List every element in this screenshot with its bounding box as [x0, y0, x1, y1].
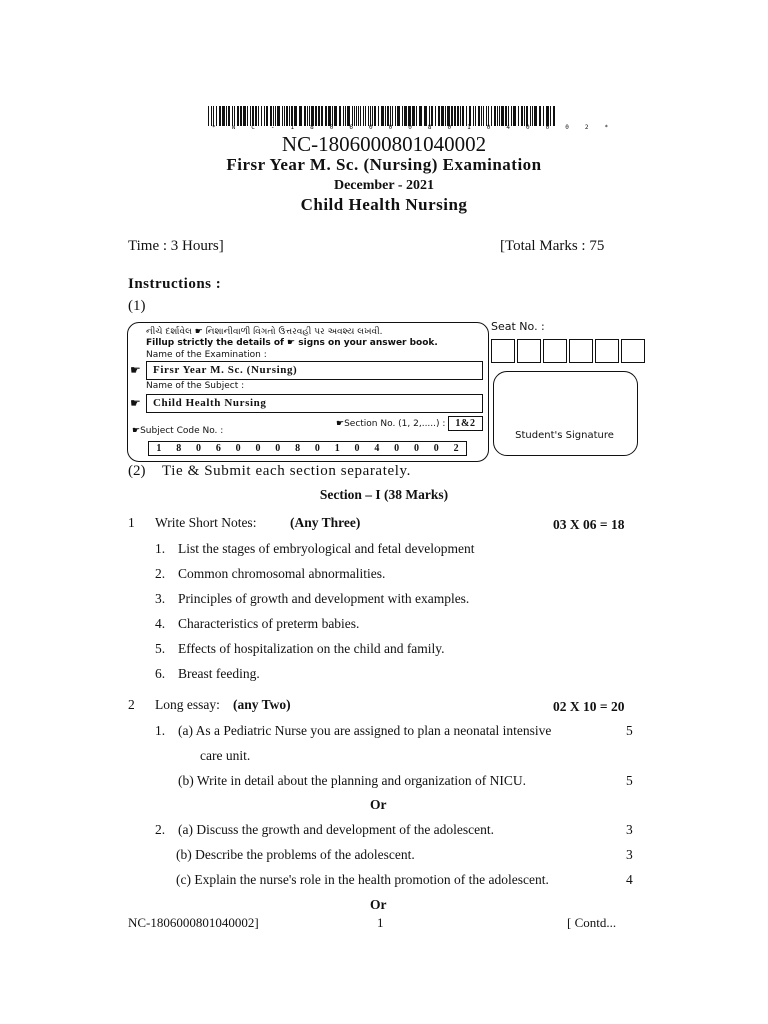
barcode-bar	[286, 106, 288, 126]
seat-digit-box	[491, 339, 515, 363]
barcode-bar	[358, 106, 359, 126]
option-2c-marks: 4	[626, 872, 633, 887]
barcode-bar	[381, 106, 384, 126]
question-2-number: 2	[128, 697, 135, 712]
barcode-bar	[284, 106, 285, 126]
exam-date: December - 2021	[333, 178, 435, 193]
barcode-bar	[352, 106, 353, 126]
barcode-bar	[368, 106, 369, 126]
barcode-bar	[264, 106, 265, 126]
barcode-bar	[532, 106, 533, 126]
barcode-bar	[275, 106, 276, 126]
total-marks: [Total Marks : 75	[500, 238, 605, 254]
barcode-bar	[354, 106, 355, 126]
barcode-bar	[270, 106, 272, 126]
document-code: NC-1806000801040002	[281, 132, 487, 156]
barcode-bar	[328, 106, 331, 126]
barcode-bar	[339, 106, 341, 126]
barcode-bar	[309, 106, 310, 126]
section-number-field: 1&2	[448, 416, 483, 431]
subject-code-digit: 0	[433, 443, 439, 454]
barcode-bar	[488, 106, 489, 126]
option-1a-continuation: care unit.	[200, 748, 251, 763]
seat-number-boxes	[491, 339, 647, 363]
barcode-bar	[508, 106, 509, 126]
barcode-bar	[438, 106, 440, 126]
option-2b-text: (b) Describe the problems of the adolescent.	[176, 847, 415, 862]
barcode-bar	[307, 106, 308, 126]
option-1b-marks: 5	[626, 773, 633, 788]
option-2a-marks: 3	[626, 822, 633, 837]
barcode-text: * N C - 1 8 0 6 0 0 0 8 0 1 0 4 0 0 0 2 *	[212, 124, 615, 131]
fillup-instruction: Fillup strictly the details of ☛ signs on your answer book.	[146, 338, 438, 348]
barcode-bar	[483, 106, 484, 126]
barcode-bar	[501, 106, 504, 126]
barcode-bar	[530, 106, 531, 126]
barcode-bar	[553, 106, 555, 126]
exam-name-field: Firsr Year M. Sc. (Nursing)	[146, 361, 483, 380]
list-item-number: 2.	[155, 566, 166, 581]
barcode-bar	[550, 106, 551, 126]
barcode-bar	[454, 106, 456, 126]
page-number: 1	[377, 915, 384, 930]
barcode-bar	[240, 106, 242, 126]
barcode-bar	[216, 106, 217, 126]
barcode-bar	[343, 106, 344, 126]
question-1-marks: 03 X 06 = 18	[553, 517, 625, 532]
barcode-bar	[460, 106, 461, 126]
list-item: Breast feeding.	[178, 666, 260, 681]
subject-name-label: Name of the Subject :	[146, 381, 245, 391]
subject-code-label: ☛Subject Code No. :	[132, 426, 224, 436]
barcode-bar	[370, 106, 371, 126]
barcode-bar	[347, 106, 350, 126]
barcode-bar	[526, 106, 528, 126]
barcode-bar	[363, 106, 364, 126]
option-1a-marks: 5	[626, 723, 633, 738]
list-item-number: 6.	[155, 666, 166, 681]
barcode-bar	[402, 106, 403, 126]
barcode-bar	[304, 106, 306, 126]
barcode-bar	[234, 106, 235, 126]
barcode-bar	[457, 106, 459, 126]
barcode-bar	[277, 106, 280, 126]
barcode-bar	[266, 106, 268, 126]
barcode-bar	[521, 106, 523, 126]
question-2-choice: (any Two)	[233, 697, 291, 712]
barcode-bar	[390, 106, 391, 126]
or-separator: Or	[370, 797, 387, 812]
barcode-bar	[261, 106, 262, 126]
instructions-heading: Instructions :	[128, 276, 222, 292]
subject-code-digit: 0	[275, 443, 281, 454]
subject-code-digit: 0	[413, 443, 419, 454]
option-1-number: 1.	[155, 723, 166, 738]
question-1-number: 1	[128, 515, 135, 530]
subject-code-digit: 0	[394, 443, 400, 454]
barcode-bar	[273, 106, 274, 126]
barcode-bar	[513, 106, 516, 126]
subject-code-digit: 0	[255, 443, 261, 454]
option-2-number: 2.	[155, 822, 166, 837]
barcode-bar	[228, 106, 230, 126]
option-1a-text: (a) As a Pediatric Nurse you are assigned to plan a neonatal intensive	[178, 723, 552, 738]
subject-code-digit: 2	[453, 443, 459, 454]
barcode-bar	[424, 106, 427, 126]
barcode-bar	[232, 106, 233, 126]
list-item-number: 3.	[155, 591, 166, 606]
barcode-bar	[499, 106, 500, 126]
list-item-number: 4.	[155, 616, 166, 631]
barcode-bar	[534, 106, 537, 126]
subject-title: Child Health Nursing	[300, 195, 468, 214]
barcode-bar	[372, 106, 373, 126]
barcode-bar	[445, 106, 446, 126]
barcode-bar	[543, 106, 544, 126]
seat-digit-box	[621, 339, 645, 363]
list-item: Effects of hospitalization on the child and family.	[178, 641, 445, 656]
barcode-bar	[356, 106, 357, 126]
subject-code-digit: 0	[196, 443, 202, 454]
answer-book-details-form	[127, 322, 489, 462]
barcode-bar	[258, 106, 259, 126]
or-separator: Or	[370, 897, 387, 912]
barcode-bar	[250, 106, 251, 126]
footer-document-code: NC-1806000801040002]	[128, 915, 259, 930]
barcode-bar	[473, 106, 474, 126]
subject-name-field: Child Health Nursing	[146, 394, 483, 413]
barcode-bar	[429, 106, 430, 126]
seat-number-label: Seat No. :	[491, 320, 545, 333]
option-2b-marks: 3	[626, 847, 633, 862]
pointing-hand-icon: ☛	[130, 396, 141, 410]
barcode-bar	[360, 106, 361, 126]
barcode-bar	[291, 106, 293, 126]
barcode-bar	[518, 106, 519, 126]
barcode-bar	[289, 106, 290, 126]
barcode-bar	[392, 106, 393, 126]
barcode-bar	[226, 106, 227, 126]
barcode-bar	[546, 106, 549, 126]
barcode-bar	[208, 106, 209, 126]
subject-code-field	[148, 441, 467, 456]
signature-label: Student's Signature	[515, 430, 614, 441]
barcode-bar	[431, 106, 433, 126]
barcode-bar	[219, 106, 221, 126]
signature-box	[493, 371, 638, 456]
barcode-bar	[475, 106, 476, 126]
barcode-bar	[404, 106, 407, 126]
list-item: Characteristics of preterm babies.	[178, 616, 360, 631]
barcode-bar	[408, 106, 411, 126]
barcode-bar	[318, 106, 320, 126]
gujarati-instruction: નીચે દર્શાવેલ ☛ નિશાનીવાળી વિગતો ઉત્તરવહી પર અવશ્ય લખવી.	[146, 327, 383, 337]
barcode-bar	[222, 106, 225, 126]
pointing-hand-icon: ☛	[130, 363, 141, 377]
barcode-bar	[387, 106, 389, 126]
list-item-number: 1.	[155, 541, 166, 556]
barcode-bar	[481, 106, 482, 126]
barcode-bar	[299, 106, 302, 126]
subject-code-digit: 0	[314, 443, 320, 454]
question-2-text: Long essay:	[155, 697, 220, 712]
barcode-bar	[478, 106, 480, 126]
continued-marker: [ Contd...	[567, 915, 617, 930]
subject-code-digit: 0	[354, 443, 360, 454]
list-item-number: 5.	[155, 641, 166, 656]
seat-digit-box	[517, 339, 541, 363]
barcode-bar	[243, 106, 246, 126]
question-1-choice: (Any Three)	[290, 515, 361, 530]
barcode-bar	[419, 106, 422, 126]
barcode-bar	[466, 106, 467, 126]
barcode-bar	[486, 106, 487, 126]
barcode-bar	[494, 106, 496, 126]
barcode-bar	[325, 106, 327, 126]
section-heading: Section – I (38 Marks)	[319, 487, 449, 502]
barcode-bar	[491, 106, 492, 126]
barcode-bar	[511, 106, 512, 126]
barcode-bar	[332, 106, 333, 126]
instruction-1-number: (1)	[128, 298, 146, 314]
barcode-bar	[416, 106, 417, 126]
seat-digit-box	[543, 339, 567, 363]
list-item: List the stages of embryological and fetal development	[178, 541, 475, 556]
barcode-bar	[412, 106, 415, 126]
subject-code-digit: 0	[235, 443, 241, 454]
barcode-bar	[282, 106, 283, 126]
barcode-bar	[315, 106, 317, 126]
barcode-bar	[252, 106, 254, 126]
barcode-bar	[378, 106, 379, 126]
section-number-label: ☛Section No. (1, 2,.....) :	[336, 419, 446, 429]
barcode-bar	[211, 106, 212, 126]
list-item: Common chromosomal abnormalities.	[178, 566, 386, 581]
barcode-bar	[374, 106, 376, 126]
barcode-bar	[462, 106, 464, 126]
subject-code-digit: 8	[176, 443, 182, 454]
barcode-bar	[469, 106, 471, 126]
barcode-bar	[385, 106, 386, 126]
barcode-bar	[255, 106, 257, 126]
exam-title: Firsr Year M. Sc. (Nursing) Examination	[226, 155, 542, 174]
barcode-bar	[505, 106, 507, 126]
time-allowed: Time : 3 Hours]	[128, 238, 224, 254]
barcode-bar	[397, 106, 400, 126]
barcode-bar	[524, 106, 525, 126]
exam-name-label: Name of the Examination :	[146, 350, 267, 360]
option-1b-text: (b) Write in detail about the planning and organization of NICU.	[178, 773, 526, 788]
list-item: Principles of growth and development with examples.	[178, 591, 470, 606]
question-1-text: Write Short Notes:	[155, 515, 257, 530]
subject-code-digit: 1	[334, 443, 340, 454]
barcode-bar	[539, 106, 541, 126]
barcode-bar	[294, 106, 297, 126]
barcode-bar	[395, 106, 396, 126]
barcode-bar	[365, 106, 366, 126]
option-2a-text: (a) Discuss the growth and development of the adolescent.	[178, 822, 495, 837]
seat-digit-box	[569, 339, 593, 363]
barcode-bar	[451, 106, 453, 126]
barcode-bar	[321, 106, 323, 126]
barcode-bar	[345, 106, 346, 126]
barcode-bar	[497, 106, 498, 126]
barcode-bar	[435, 106, 436, 126]
seat-digit-box	[595, 339, 619, 363]
option-2c-text: (c) Explain the nurse's role in the health promotion of the adolescent.	[176, 872, 549, 887]
instruction-2-number: (2)	[128, 463, 146, 479]
barcode-bar	[311, 106, 314, 126]
subject-code-digit: 8	[295, 443, 301, 454]
barcode	[208, 106, 558, 126]
subject-code-digit: 1	[156, 443, 162, 454]
barcode-bar	[441, 106, 444, 126]
barcode-bar	[447, 106, 450, 126]
barcode-bar	[237, 106, 239, 126]
barcode-bar	[247, 106, 248, 126]
barcode-bar	[334, 106, 337, 126]
barcode-bar	[213, 106, 214, 126]
question-2-marks: 02 X 10 = 20	[553, 699, 625, 714]
subject-code-digit: 6	[215, 443, 221, 454]
subject-code-digit: 4	[374, 443, 380, 454]
instruction-2-text: Tie & Submit each section separately.	[162, 463, 411, 479]
